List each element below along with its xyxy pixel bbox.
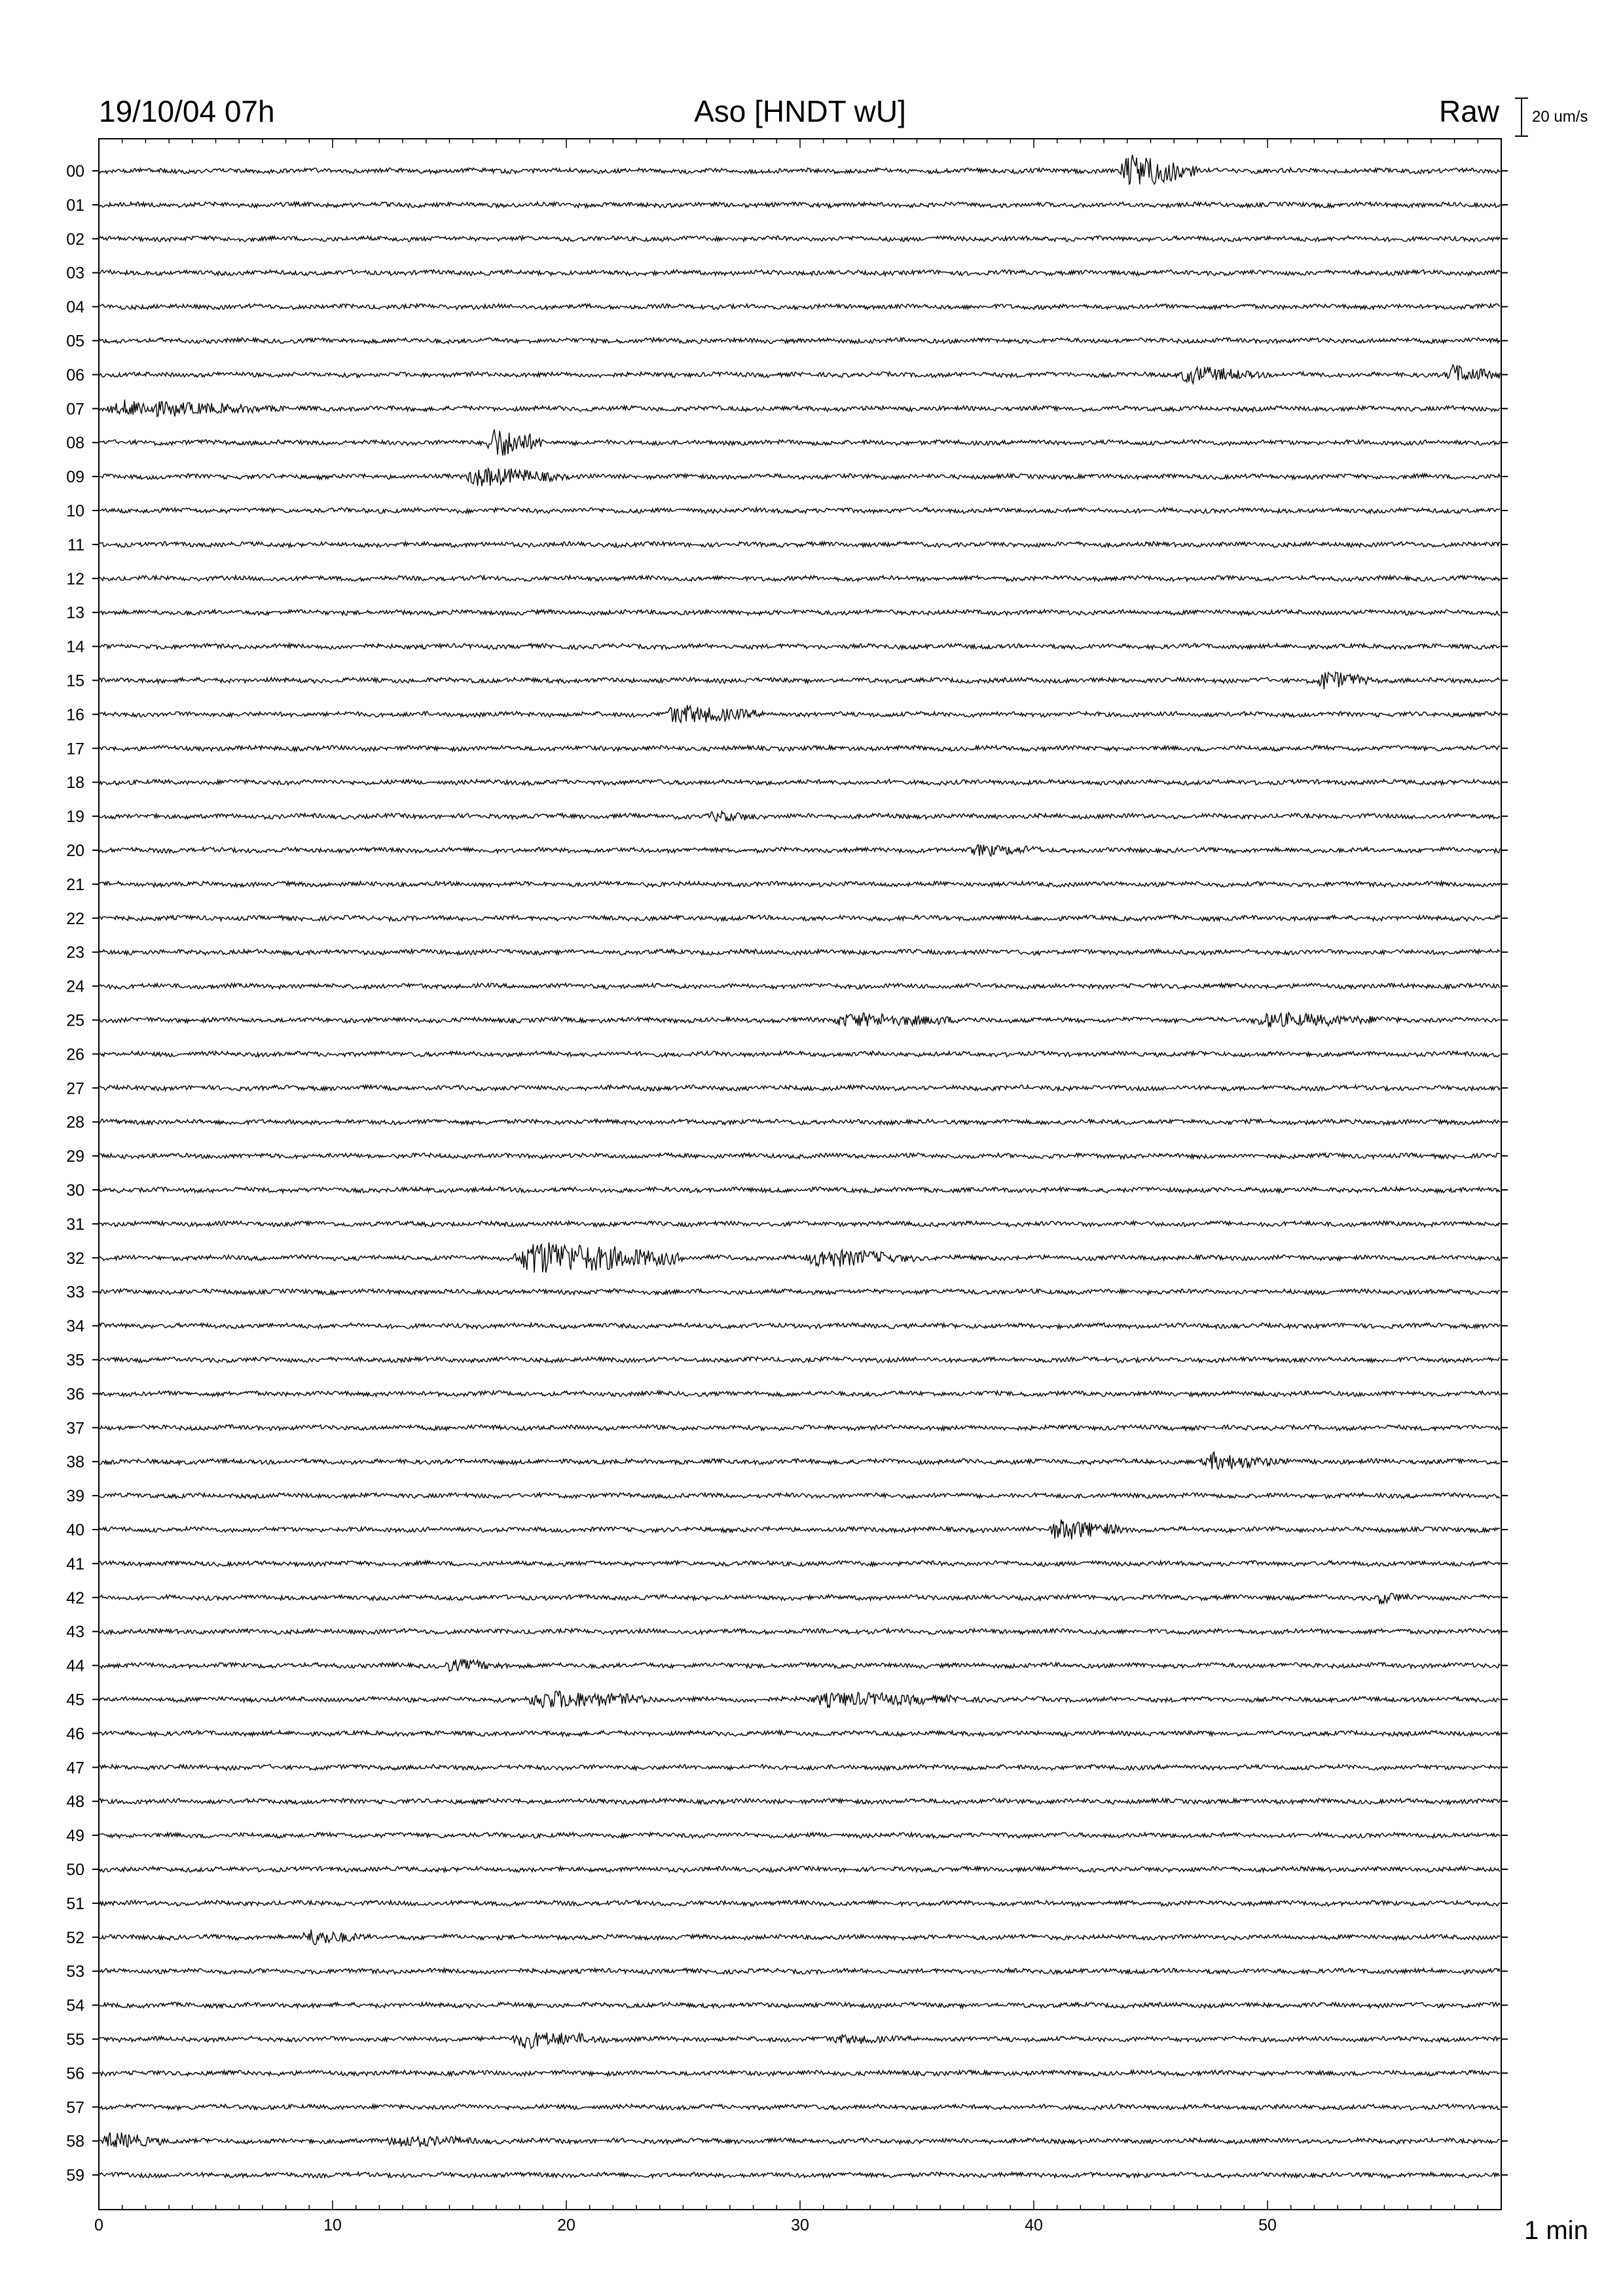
trace-59	[100, 2172, 1500, 2178]
row-label-06: 06	[66, 366, 84, 385]
row-label-00: 00	[66, 162, 84, 181]
row-label-22: 22	[66, 909, 84, 928]
trace-18	[100, 780, 1500, 785]
trace-41	[100, 1561, 1500, 1567]
trace-17	[100, 745, 1500, 751]
trace-55	[100, 2032, 1500, 2048]
trace-35	[100, 1357, 1500, 1363]
x-axis	[94, 139, 1501, 2234]
row-label-05: 05	[66, 332, 84, 351]
row-label-39: 39	[66, 1487, 84, 1506]
trace-34	[100, 1323, 1500, 1329]
row-labels	[66, 162, 1508, 2185]
row-label-50: 50	[66, 1861, 84, 1879]
row-label-18: 18	[66, 774, 84, 793]
trace-33	[100, 1289, 1500, 1295]
trace-47	[100, 1765, 1500, 1770]
row-label-04: 04	[66, 298, 84, 317]
row-label-42: 42	[66, 1588, 84, 1607]
x-tick-label: 30	[791, 2216, 809, 2234]
trace-42	[100, 1593, 1500, 1604]
trace-23	[100, 949, 1500, 955]
row-label-30: 30	[66, 1181, 84, 1200]
trace-14	[100, 643, 1500, 649]
row-label-12: 12	[66, 569, 84, 588]
x-tick-label: 10	[323, 2216, 342, 2234]
row-label-21: 21	[66, 875, 84, 894]
trace-31	[100, 1221, 1500, 1227]
row-label-15: 15	[66, 672, 84, 691]
trace-53	[100, 1968, 1500, 1974]
mode-label: Raw	[1438, 94, 1499, 128]
row-label-28: 28	[66, 1113, 84, 1132]
row-label-53: 53	[66, 1962, 84, 1981]
trace-27	[100, 1085, 1500, 1091]
row-label-46: 46	[66, 1725, 84, 1744]
row-label-47: 47	[66, 1759, 84, 1778]
trace-15	[100, 672, 1500, 689]
trace-56	[100, 2070, 1500, 2076]
trace-45	[100, 1691, 1500, 1708]
row-label-44: 44	[66, 1657, 84, 1676]
row-label-13: 13	[66, 603, 84, 622]
trace-06	[100, 365, 1500, 384]
trace-00	[100, 154, 1500, 184]
scale-bar-label: 20 um/s	[1532, 108, 1588, 126]
trace-07	[100, 400, 1500, 417]
trace-24	[100, 983, 1500, 989]
row-label-10: 10	[66, 502, 84, 520]
row-label-59: 59	[66, 2166, 84, 2185]
trace-22	[100, 915, 1500, 921]
trace-46	[100, 1731, 1500, 1736]
trace-51	[100, 1901, 1500, 1907]
trace-57	[100, 2104, 1500, 2110]
row-label-35: 35	[66, 1351, 84, 1370]
row-label-27: 27	[66, 1079, 84, 1098]
date-hour-label: 19/10/04 07h	[99, 94, 275, 128]
trace-03	[100, 270, 1500, 276]
row-label-32: 32	[66, 1249, 84, 1268]
row-label-49: 49	[66, 1827, 84, 1846]
trace-26	[100, 1051, 1500, 1057]
trace-58	[100, 2132, 1500, 2147]
plot-frame	[99, 139, 1501, 2210]
trace-48	[100, 1799, 1500, 1804]
row-label-36: 36	[66, 1385, 84, 1404]
trace-36	[100, 1391, 1500, 1397]
trace-05	[100, 338, 1500, 344]
row-label-26: 26	[66, 1045, 84, 1064]
row-label-20: 20	[66, 842, 84, 860]
trace-21	[100, 882, 1500, 888]
trace-16	[100, 705, 1500, 723]
station-title: Aso [HNDT wU]	[694, 94, 906, 128]
row-label-38: 38	[66, 1453, 84, 1472]
row-label-29: 29	[66, 1147, 84, 1166]
row-label-56: 56	[66, 2064, 84, 2083]
row-label-41: 41	[66, 1554, 84, 1573]
trace-49	[100, 1833, 1500, 1839]
row-label-40: 40	[66, 1521, 84, 1539]
x-tick-label: 40	[1025, 2216, 1043, 2234]
trace-19	[100, 812, 1500, 822]
row-label-07: 07	[66, 400, 84, 419]
row-label-45: 45	[66, 1691, 84, 1710]
row-label-52: 52	[66, 1928, 84, 1947]
row-label-57: 57	[66, 2098, 84, 2117]
row-label-02: 02	[66, 230, 84, 249]
trace-39	[100, 1493, 1500, 1499]
row-label-09: 09	[66, 468, 84, 487]
seismic-traces	[100, 154, 1500, 2178]
trace-28	[100, 1119, 1500, 1125]
row-label-17: 17	[66, 740, 84, 759]
trace-13	[100, 610, 1500, 616]
trace-30	[100, 1187, 1500, 1193]
trace-29	[100, 1153, 1500, 1159]
row-label-54: 54	[66, 1996, 84, 2015]
row-label-11: 11	[67, 535, 84, 554]
trace-44	[100, 1659, 1500, 1672]
row-label-19: 19	[66, 808, 84, 827]
row-label-48: 48	[66, 1793, 84, 1812]
row-label-58: 58	[66, 2132, 84, 2151]
x-tick-label: 50	[1258, 2216, 1277, 2234]
trace-01	[100, 202, 1500, 208]
trace-25	[100, 1013, 1500, 1028]
row-label-01: 01	[66, 196, 84, 215]
trace-09	[100, 469, 1500, 486]
trace-10	[100, 508, 1500, 514]
row-label-33: 33	[66, 1283, 84, 1302]
trace-52	[100, 1929, 1500, 1945]
row-label-25: 25	[66, 1011, 84, 1030]
row-label-23: 23	[66, 943, 84, 962]
x-axis-label: 1 min	[1524, 2216, 1588, 2245]
x-tick-label: 20	[557, 2216, 575, 2234]
row-label-34: 34	[66, 1317, 84, 1336]
trace-43	[100, 1628, 1500, 1634]
row-label-08: 08	[66, 434, 84, 453]
row-label-37: 37	[66, 1419, 84, 1438]
row-label-31: 31	[66, 1215, 84, 1234]
trace-32	[100, 1242, 1500, 1272]
trace-38	[100, 1452, 1500, 1469]
row-label-43: 43	[66, 1623, 84, 1641]
trace-20	[100, 845, 1500, 856]
row-label-51: 51	[66, 1894, 84, 1913]
row-label-55: 55	[66, 2030, 84, 2049]
x-tick-label: 0	[94, 2216, 103, 2234]
row-label-03: 03	[66, 264, 84, 283]
row-label-16: 16	[66, 706, 84, 725]
row-label-14: 14	[66, 637, 84, 656]
trace-02	[100, 236, 1500, 242]
trace-12	[100, 576, 1500, 582]
trace-50	[100, 1867, 1500, 1873]
trace-37	[100, 1425, 1500, 1431]
trace-40	[100, 1520, 1500, 1539]
trace-08	[100, 429, 1500, 456]
trace-54	[100, 2002, 1500, 2008]
row-label-24: 24	[66, 977, 84, 996]
scale-bar	[1515, 98, 1588, 136]
trace-11	[100, 542, 1500, 548]
trace-04	[100, 304, 1500, 310]
